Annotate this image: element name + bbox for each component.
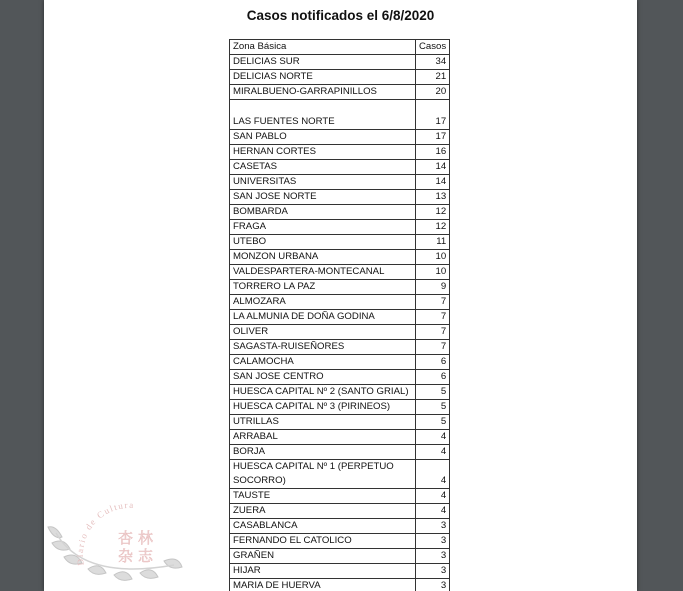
table-row <box>230 415 450 430</box>
table-row <box>230 265 450 280</box>
casos-cell: 7 <box>416 340 450 355</box>
casos-cell: 6 <box>416 370 450 385</box>
zona-cell: UNIVERSITAS <box>230 175 416 190</box>
zona-cell: DELICIAS NORTE <box>230 70 416 85</box>
casos-cell: 16 <box>416 145 450 160</box>
table-row <box>230 70 450 85</box>
table-row <box>230 220 450 235</box>
watermark-glyph-4: 志 <box>138 547 154 565</box>
zona-cell: TAUSTE <box>230 489 416 504</box>
table-row <box>230 250 450 265</box>
table-row <box>230 370 450 385</box>
zona-cell: HIJAR <box>230 564 416 579</box>
column-header-zona: Zona Básica <box>230 40 416 55</box>
casos-cell: 14 <box>416 175 450 190</box>
table-header-row <box>230 40 450 55</box>
table-row <box>230 579 450 591</box>
table-row <box>230 325 450 340</box>
casos-cell: 10 <box>416 265 450 280</box>
casos-cell: 5 <box>416 415 450 430</box>
zona-cell: SAN JOSE NORTE <box>230 190 416 205</box>
casos-cell: 6 <box>416 355 450 370</box>
watermark-glyph-1: 杏 <box>118 529 134 547</box>
table-row <box>230 534 450 549</box>
table-row <box>230 100 450 130</box>
zona-cell: ARRABAL <box>230 430 416 445</box>
casos-cell: 4 <box>416 445 450 460</box>
zona-cell: UTEBO <box>230 235 416 250</box>
table-row <box>230 310 450 325</box>
column-header-casos: Casos <box>416 40 450 55</box>
zona-cell: HUESCA CAPITAL Nº 2 (SANTO GRIAL) <box>230 385 416 400</box>
casos-cell: 3 <box>416 534 450 549</box>
table-row <box>230 430 450 445</box>
casos-cell: 3 <box>416 519 450 534</box>
casos-cell: 7 <box>416 310 450 325</box>
table-row <box>230 85 450 100</box>
casos-cell: 3 <box>416 579 450 591</box>
zona-cell: VALDESPARTERA-MONTECANAL <box>230 265 416 280</box>
casos-cell: 10 <box>416 250 450 265</box>
zona-cell: LA ALMUNIA DE DOÑA GODINA <box>230 310 416 325</box>
table-row <box>230 445 450 460</box>
table-row <box>230 130 450 145</box>
watermark-arc-text: Diario de Cultura <box>74 499 135 567</box>
table-row <box>230 385 450 400</box>
casos-cell: 9 <box>416 280 450 295</box>
zona-cell: BORJA <box>230 445 416 460</box>
zona-cell: HUESCA CAPITAL Nº 3 (PIRINEOS) <box>230 400 416 415</box>
table-row <box>230 519 450 534</box>
table-row <box>230 355 450 370</box>
table-row <box>230 340 450 355</box>
zona-cell: DELICIAS SUR <box>230 55 416 70</box>
table-body <box>230 55 450 591</box>
zona-cell: ALMOZARA <box>230 295 416 310</box>
table-row <box>230 235 450 250</box>
watermark-seal <box>44 485 204 591</box>
cases-table <box>229 39 450 591</box>
casos-cell: 14 <box>416 160 450 175</box>
table-row <box>230 145 450 160</box>
zona-cell: BOMBARDA <box>230 205 416 220</box>
zona-cell: LAS FUENTES NORTE <box>230 100 416 130</box>
table-row <box>230 55 450 70</box>
zona-cell: CASETAS <box>230 160 416 175</box>
casos-cell: 7 <box>416 325 450 340</box>
table-row <box>230 205 450 220</box>
table-row <box>230 190 450 205</box>
casos-cell: 3 <box>416 564 450 579</box>
watermark-glyph-2: 林 <box>138 529 154 547</box>
page-title: Casos notificados el 6/8/2020 <box>246 8 435 23</box>
casos-cell: 20 <box>416 85 450 100</box>
zona-cell: SAN PABLO <box>230 130 416 145</box>
document-page <box>44 0 637 591</box>
table-row <box>230 400 450 415</box>
zona-cell: OLIVER <box>230 325 416 340</box>
zona-cell: CALAMOCHA <box>230 355 416 370</box>
casos-cell: 12 <box>416 220 450 235</box>
zona-cell: ZUERA <box>230 504 416 519</box>
casos-cell: 12 <box>416 205 450 220</box>
zona-cell: UTRILLAS <box>230 415 416 430</box>
leaf-icon <box>48 527 182 581</box>
casos-cell: 13 <box>416 190 450 205</box>
zona-cell: FERNANDO EL CATOLICO <box>230 534 416 549</box>
zona-cell: MONZON URBANA <box>230 250 416 265</box>
table-row <box>230 160 450 175</box>
table-row <box>230 549 450 564</box>
casos-cell: 21 <box>416 70 450 85</box>
casos-cell: 4 <box>416 430 450 445</box>
casos-cell: 7 <box>416 295 450 310</box>
casos-cell: 11 <box>416 235 450 250</box>
casos-cell: 17 <box>416 100 450 130</box>
casos-cell: 34 <box>416 55 450 70</box>
zona-cell: SAGASTA-RUISEÑORES <box>230 340 416 355</box>
casos-cell: 17 <box>416 130 450 145</box>
casos-cell: 3 <box>416 549 450 564</box>
zona-cell: TORRERO LA PAZ <box>230 280 416 295</box>
zona-cell: SAN JOSE CENTRO <box>230 370 416 385</box>
casos-cell: 5 <box>416 400 450 415</box>
table-row <box>230 175 450 190</box>
zona-cell: CASABLANCA <box>230 519 416 534</box>
casos-cell: 4 <box>416 460 450 489</box>
zona-cell: FRAGA <box>230 220 416 235</box>
watermark-glyph-3: 杂 <box>118 547 134 565</box>
table-row <box>230 504 450 519</box>
zona-cell: MIRALBUENO-GARRAPINILLOS <box>230 85 416 100</box>
casos-cell: 4 <box>416 489 450 504</box>
casos-cell: 4 <box>416 504 450 519</box>
table-row <box>230 489 450 504</box>
table-row <box>230 280 450 295</box>
table-row <box>230 460 450 489</box>
table-row <box>230 295 450 310</box>
zona-cell: HUESCA CAPITAL Nº 1 (PERPETUO SOCORRO) <box>230 460 416 489</box>
casos-cell: 5 <box>416 385 450 400</box>
zona-cell: GRAÑEN <box>230 549 416 564</box>
zona-cell: MARIA DE HUERVA <box>230 579 416 591</box>
zona-cell: HERNAN CORTES <box>230 145 416 160</box>
table-row <box>230 564 450 579</box>
